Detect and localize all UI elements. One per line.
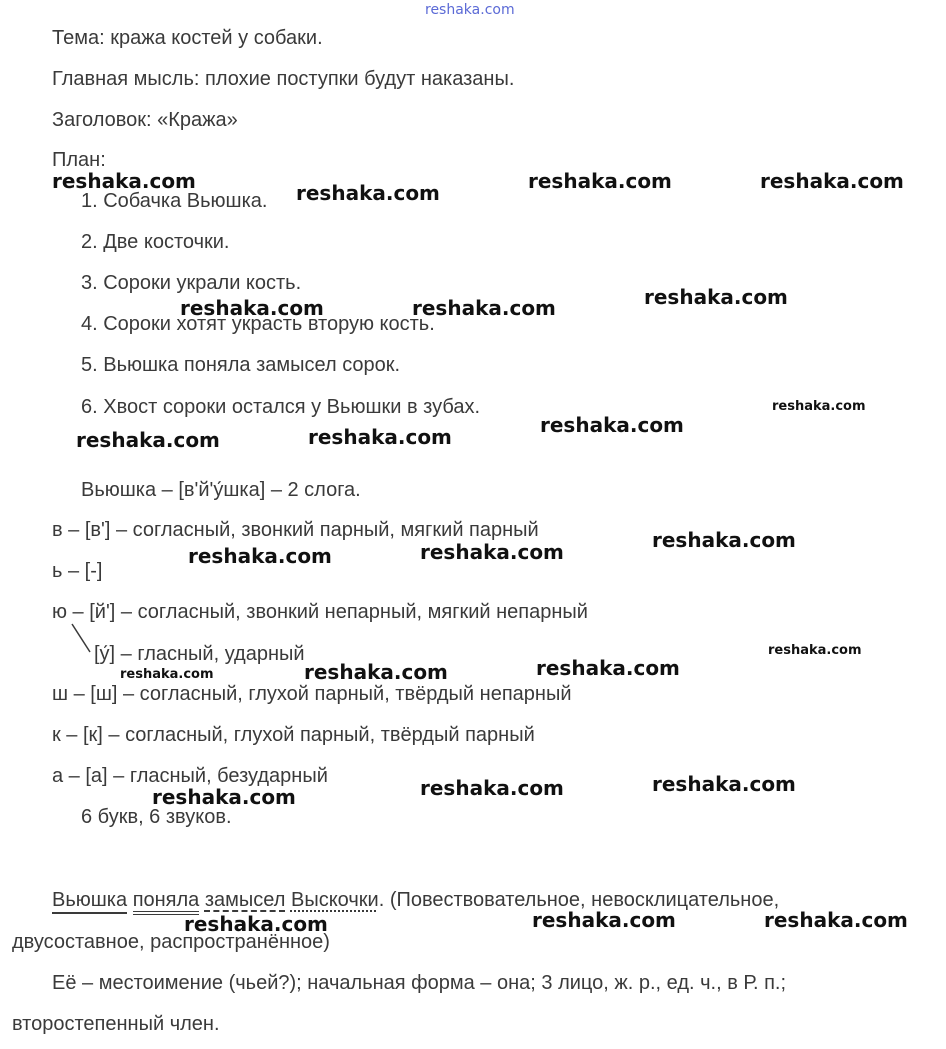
letter-analysis: [у́] – гласный, ударный [94,643,305,665]
main-idea-line: Главная мысль: плохие поступки будут наказаны. [52,68,515,90]
watermark: reshaka.com [772,399,866,414]
letter-analysis: ь – [-] [52,560,103,582]
plan-item: 5. Вьюшка поняла замысел сорок. [81,354,401,376]
plan-item: 2. Две косточки. [81,231,230,253]
plan-item: 3. Сороки украли кость. [81,272,302,294]
watermark-top: reshaka.com [425,2,515,18]
pronoun-line: Её – местоимение (чьей?); начальная форма – она; 3 лицо, ж. р., ед. ч., в Р. п.; [52,972,787,994]
letter-analysis: в – [в'] – согласный, звонкий парный, мягкий парный [52,519,539,541]
letter-count: 6 букв, 6 звуков. [81,806,232,828]
watermark: reshaka.com [120,667,214,682]
watermark: reshaka.com [420,776,564,800]
letter-analysis: к – [к] – согласный, глухой парный, твёрдый парный [52,724,535,746]
watermark: reshaka.com [308,425,452,449]
watermark: reshaka.com [52,169,196,193]
plan-item: 4. Сороки хотят украсть вторую кость. [81,313,435,335]
watermark: reshaka.com [644,285,788,309]
watermark: reshaka.com [152,785,296,809]
watermark: reshaka.com [760,169,904,193]
letter-analysis: ш – [ш] – согласный, глухой парный, твёрдый непарный [52,683,572,705]
plan-item: 6. Хвост сороки остался у Вьюшки в зубах. [81,396,480,418]
watermark: reshaka.com [652,528,796,552]
watermark: reshaka.com [420,540,564,564]
topic-line: Тема: кража костей у собаки. [52,27,323,49]
watermark: reshaka.com [532,908,676,932]
watermark: reshaka.com [540,413,684,437]
watermark: reshaka.com [768,643,862,658]
branch-line [70,622,94,656]
letter-analysis: а – [а] – гласный, безударный [52,765,328,787]
watermark: reshaka.com [764,908,908,932]
watermark: reshaka.com [184,912,328,936]
phonetic-word: Вьюшка – [в'й'у́шка] – 2 слога. [81,479,361,501]
watermark: reshaka.com [652,772,796,796]
heading-line: Заголовок: «Кража» [52,109,238,131]
sentence-rest: . (Повествовательное, невосклицательное, [378,889,780,911]
watermark: reshaka.com [296,181,440,205]
plan-label: План: [52,149,106,171]
watermark: reshaka.com [180,296,324,320]
watermark: reshaka.com [412,296,556,320]
letter-analysis: ю – [й'] – согласный, звонкий непарный, мягкий непарный [52,601,588,623]
watermark: reshaka.com [188,544,332,568]
plan-item: 1. Собачка Вьюшка. [81,190,268,212]
object-word: замысел [204,889,286,911]
subject-word: Вьюшка [52,889,127,914]
attribute-word: Выскочки [290,889,379,911]
watermark: reshaka.com [304,660,448,684]
sentence-line-2: двусоставное, распространённое) [12,931,330,953]
watermark: reshaka.com [76,428,220,452]
watermark: reshaka.com [536,656,680,680]
predicate-word: поняла [133,889,200,915]
watermark: reshaka.com [528,169,672,193]
pronoun-line-2: второстепенный член. [12,1013,220,1035]
